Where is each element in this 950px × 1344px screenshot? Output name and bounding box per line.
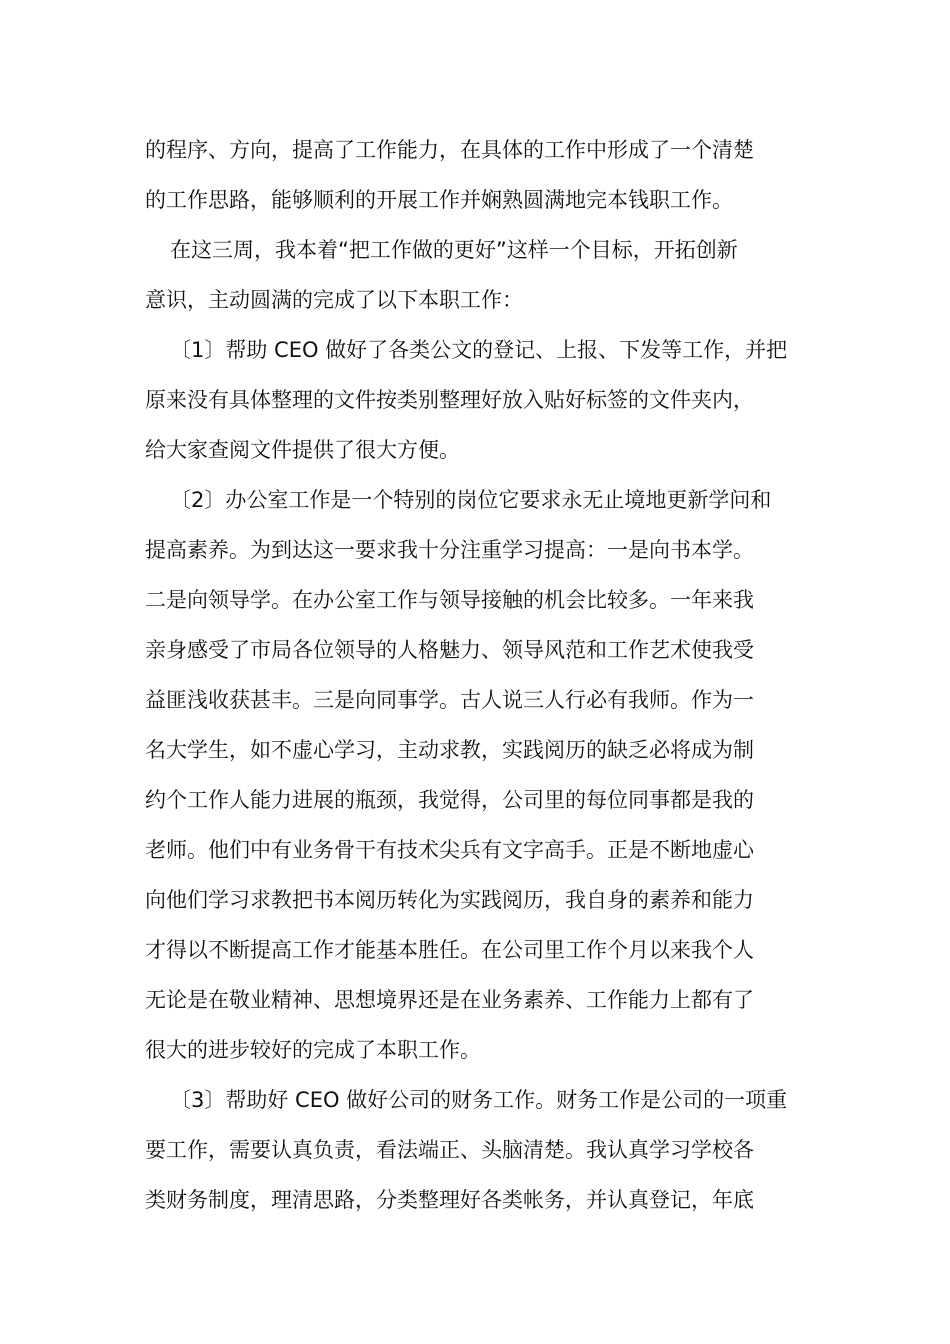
text-line: 〔3〕帮助好 CEO 做好公司的财务工作。财务工作是公司的一项重 xyxy=(170,1088,788,1112)
text-line: 二是向领导学。在办公室工作与领导接触的机会比较多。一年来我 xyxy=(145,588,754,612)
text-line: 老师。他们中有业务骨干有技术尖兵有文字高手。正是不断地虚心 xyxy=(145,838,754,862)
text-line: 名大学生，如不虚心学习，主动求教，实践阅历的缺乏必将成为制 xyxy=(145,738,754,762)
text-line: 才得以不断提高工作才能基本胜任。在公司里工作个月以来我个人 xyxy=(145,938,754,962)
text-line: 很大的进步较好的完成了本职工作。 xyxy=(145,1038,481,1062)
text-line: 的程序、方向，提高了工作能力，在具体的工作中形成了一个清楚 xyxy=(145,138,754,162)
text-line: 〔2〕办公室工作是一个特别的岗位它要求永无止境地更新学问和 xyxy=(170,488,772,512)
text-line: 给大家查阅文件提供了很大方便。 xyxy=(145,438,460,462)
text-line: 要工作，需要认真负责，看法端正、头脑清楚。我认真学习学校各 xyxy=(145,1138,754,1162)
text-line: 提高素养。为到达这一要求我十分注重学习提高：一是向书本学。 xyxy=(145,538,754,562)
text-line: 意识，主动圆满的完成了以下本职工作： xyxy=(145,288,523,312)
text-line: 原来没有具体整理的文件按类别整理好放入贴好标签的文件夹内， xyxy=(145,388,754,412)
text-line: 无论是在敬业精神、思想境界还是在业务素养、工作能力上都有了 xyxy=(145,988,754,1012)
text-line: 的工作思路，能够顺利的开展工作并娴熟圆满地完本钱职工作。 xyxy=(145,188,733,212)
text-line: 向他们学习求教把书本阅历转化为实践阅历，我自身的素养和能力 xyxy=(145,888,754,912)
text-line: 〔1〕帮助 CEO 做好了各类公文的登记、上报、下发等工作，并把 xyxy=(170,338,788,362)
text-line: 亲身感受了市局各位领导的人格魅力、领导风范和工作艺术使我受 xyxy=(145,638,754,662)
text-line: 类财务制度，理清思路，分类整理好各类帐务，并认真登记，年底 xyxy=(145,1188,754,1212)
text-line: 在这三周，我本着“把工作做的更好”这样一个目标，开拓创新 xyxy=(170,238,738,262)
text-line: 约个工作人能力进展的瓶颈，我觉得，公司里的每位同事都是我的 xyxy=(145,788,754,812)
text-line: 益匪浅收获甚丰。三是向同事学。古人说三人行必有我师。作为一 xyxy=(145,688,754,712)
